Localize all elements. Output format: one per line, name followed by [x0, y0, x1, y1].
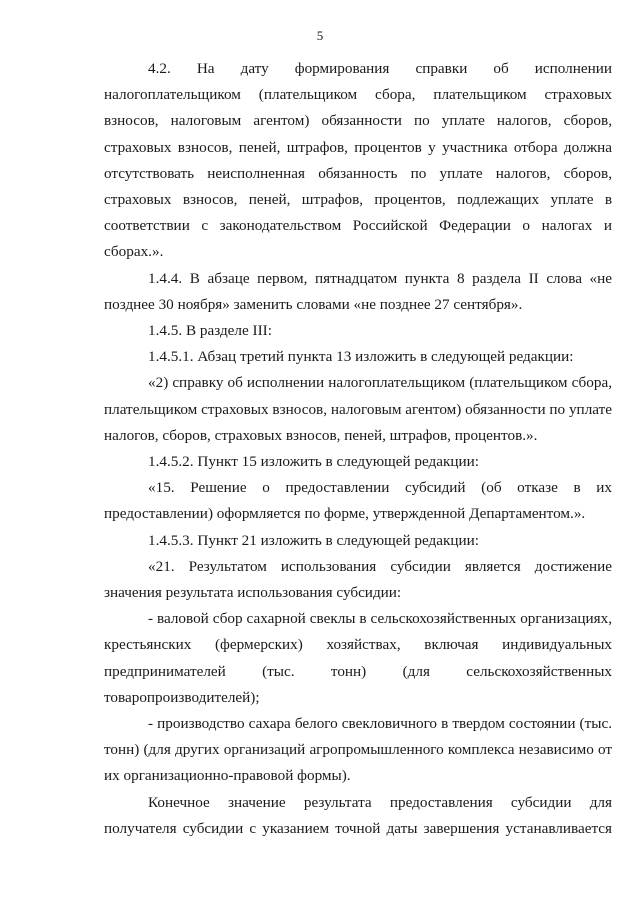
paragraph-1-4-5-3: 1.4.5.3. Пункт 21 изложить в следующей редакции: — [148, 531, 479, 549]
paragraph-1-4-5-2: 1.4.5.2. Пункт 15 изложить в следующей редакции: — [148, 453, 479, 471]
paragraph-item-15: «15. Решение о предоставлении субсидий (об отказе в их предоставлении) оформляется по форме, утвержденной Департаментом.». — [104, 479, 612, 523]
page-number: 5 — [316, 28, 324, 43]
paragraph-4-2: 4.2. На дату формирования справки об исполнении налогоплательщиком (плательщиком сбора, плательщиком страховых взносов, налоговым агентом) обязанности по уплате налогов, сборов, страховых взносов, пеней, штрафов, процентов у участника отбора должна отсутствовать неисполненная обязанность по уплате налогов, сборов, страховых взносов, пеней, штрафов, процентов, подлежащих уплате в соответствии с законодательством Российской Федерации о налогах и сборах.». — [104, 60, 612, 261]
list-item-sugar-beet: - валовой сбор сахарной свеклы в сельскохозяйственных организациях, крестьянских (фермерских) хозяйствах, включая индивидуальных предпринимателей (тыс. тонн) (для сельскохозяйственных товаропроизводителей); — [104, 610, 612, 706]
paragraph-item-21: «21. Результатом использования субсидии является достижение значения результата использования субсидии: — [104, 557, 612, 602]
paragraph-1-4-5: 1.4.5. В разделе III: — [148, 322, 272, 340]
paragraph-final-value: Конечное значение результата предоставления субсидии для получателя субсидии с указанием точной даты завершения устанавливается — [104, 793, 612, 837]
paragraph-1-4-5-1: 1.4.5.1. Абзац третий пункта 13 изложить в следующей редакции: — [148, 348, 574, 366]
paragraph-item-2: «2) справку об исполнении налогоплательщиком (плательщиком сбора, плательщиком страховых взносов, налоговым агентом) обязанности по уплате налогов, сборов, страховых взносов, пеней, штрафов, процентов.». — [104, 374, 612, 444]
list-item-white-sugar: - производство сахара белого свекловичного в твердом состоянии (тыс. тонн) (для других организаций агропромышленного комплекса независимо от их организационно-правовой формы). — [104, 715, 612, 785]
document-body — [104, 56, 612, 842]
paragraph-1-4-4: 1.4.4. В абзаце первом, пятнадцатом пункта 8 раздела II слова «не позднее 30 ноября» заменить словами «не позднее 27 сентября». — [104, 269, 612, 313]
